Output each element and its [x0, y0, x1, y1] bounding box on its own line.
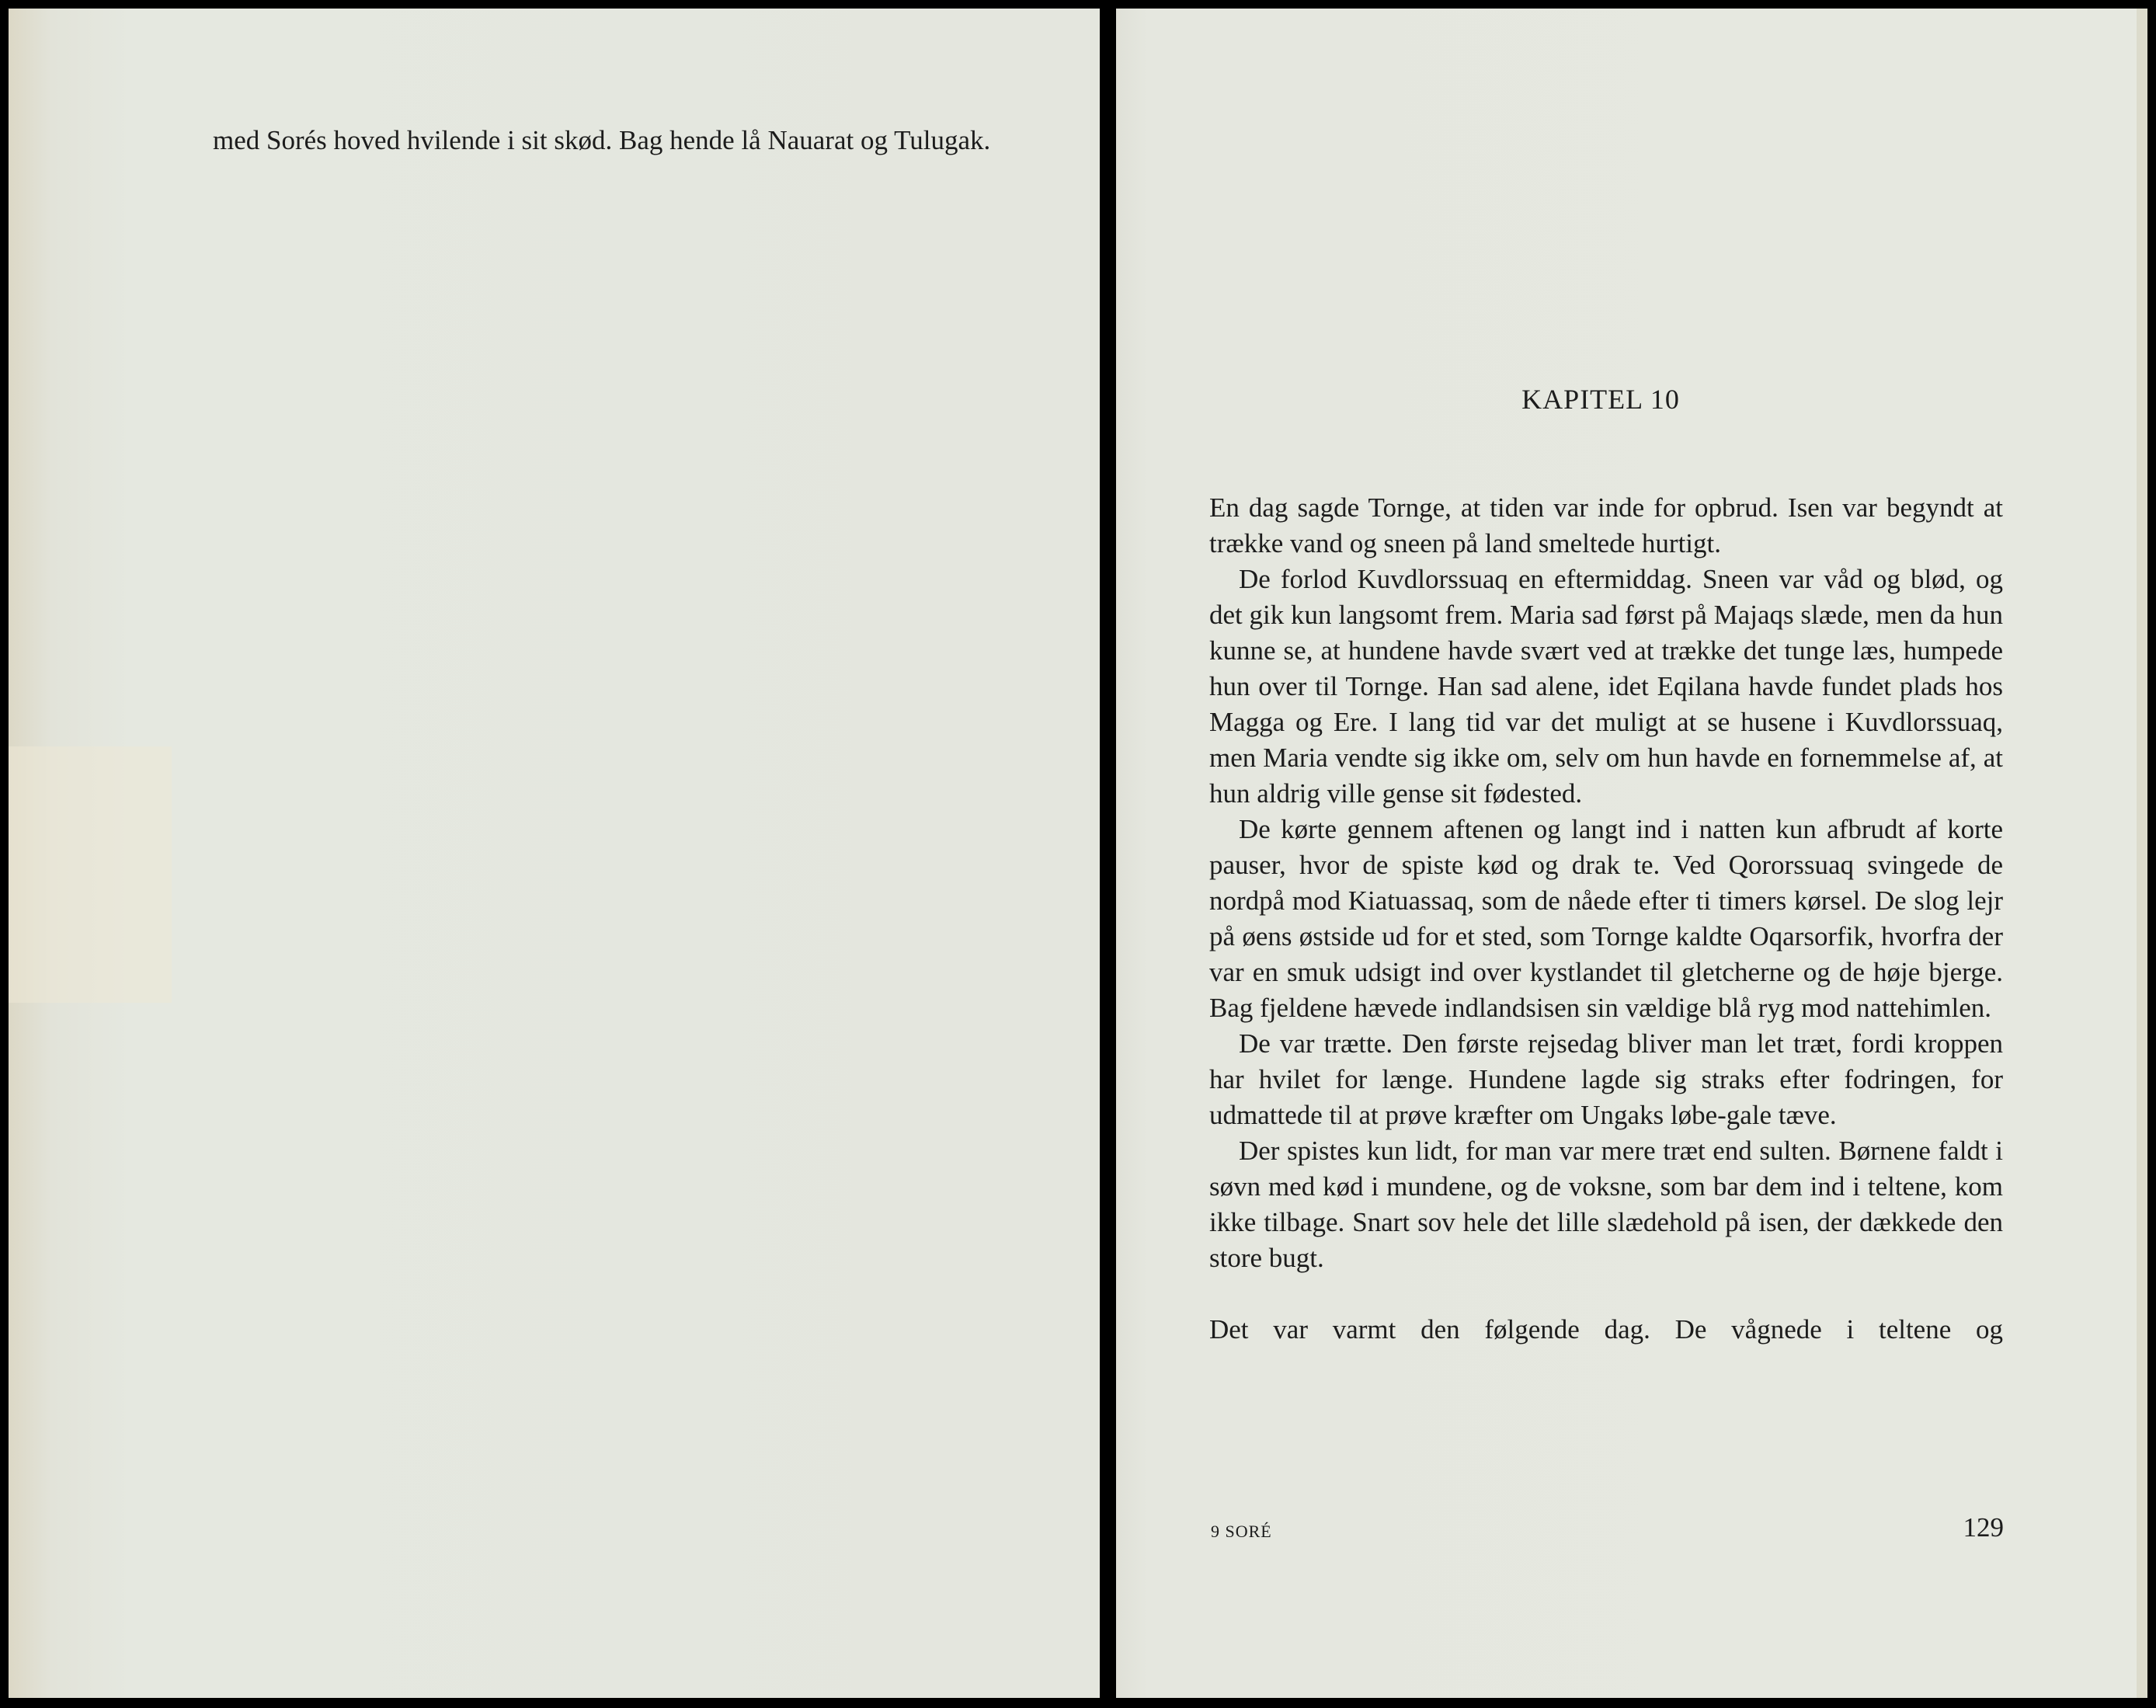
page-number: 129	[1963, 1512, 2004, 1543]
right-page-text	[1209, 490, 2003, 1348]
paragraph-2: De forlod Kuvdlorssuaq en eftermiddag. Sneen var våd og blød, og det gik kun langsomt frem. Maria sad først på Majaqs slæde, men da hun kunne se, at hundene havde svært ved at trække det tunge læs, humpede hun over til Tornge. Han sad alene, idet Eqilana havde fundet plads hos Magga og Ere. I lang tid var det muligt at se husene i Kuvdlorssuaq, men Maria vendte sig ikke om, selv om hun havde en fornemmelse af, at hun aldrig ville gense sit fødested.	[1209, 564, 2003, 809]
paragraph-6: Det var varmt den følgende dag. De vågnede i teltene og	[1209, 1314, 2003, 1344]
paragraph-5: Der spistes kun lidt, for man var mere træt end sulten. Børnene faldt i søvn med kød i mundene, og de voksne, som bar dem ind i teltene, kom ikke tilbage. Snart sov hele det lille slædehold på isen, der dækkede den store bugt.	[1209, 1136, 2003, 1273]
printer-signature: 9 SORÉ	[1211, 1522, 1272, 1541]
left-page	[9, 9, 1100, 1698]
left-page-text	[213, 123, 1028, 158]
paragraph-3: De kørte gennem aftenen og langt ind i natten kun afbrudt af korte pauser, hvor de spiste kød og drak te. Ved Qororssuaq svingede de nordpå mod Kiatuassaq, som de nåede efter ti timers kørsel. De slog lejr på øens østside ud for et sted, som Tornge kaldte Oqarsorfik, hvorfra der var en smuk udsigt ind over kystlandet til gletcherne og de høje bjerge. Bag fjeldene hævede indlandsisen sin vældige blå ryg mod nattehimlen.	[1209, 814, 2003, 1023]
left-paragraph-1: med Sorés hoved hvilende i sit skød. Bag hende lå Nauarat og Tulugak.	[213, 125, 991, 155]
chapter-heading: KAPITEL 10	[1521, 384, 1680, 415]
page-edge	[2137, 9, 2147, 1698]
right-page	[1116, 9, 2147, 1698]
paragraph-4: De var trætte. Den første rejsedag bliver man let træt, fordi kroppen har hvilet for længe. Hundene lagde sig straks efter fodringen, for udmattede til at prøve kræfter om Ungaks løbe-gale tæve.	[1209, 1028, 2003, 1130]
page-edge-highlight	[9, 746, 172, 1003]
paragraph-1: En dag sagde Tornge, at tiden var inde for opbrud. Isen var begyndt at trække vand og sneen på land smeltede hurtigt.	[1209, 492, 2003, 558]
